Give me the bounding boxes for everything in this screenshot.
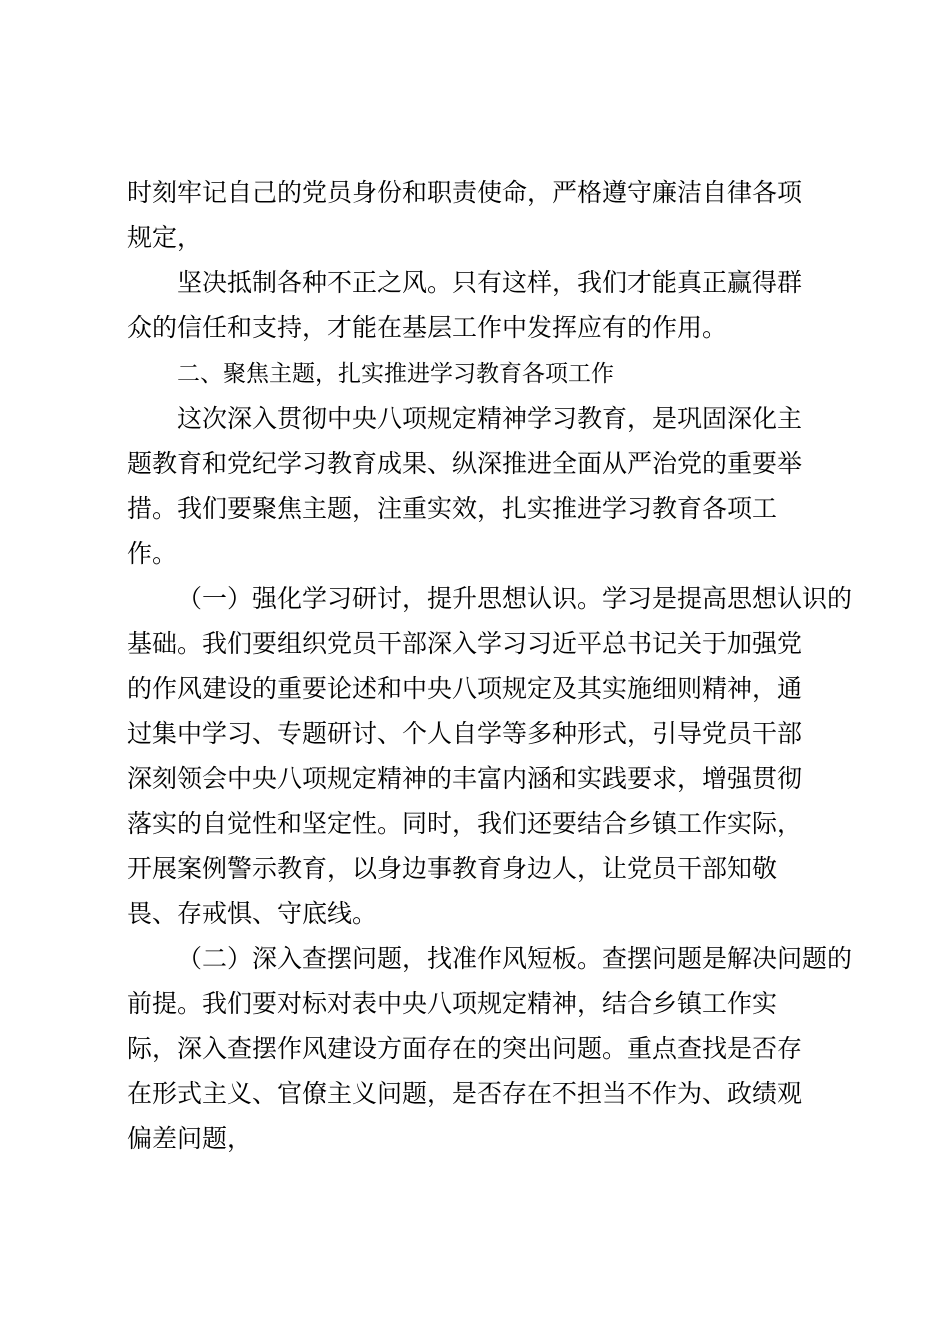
paragraph-text: 学习是提高思想认识的 (602, 584, 853, 613)
body-text-line: 坚决抵制各种不正之风。只有这样，我们才能真正赢得群 (177, 268, 803, 297)
body-text-line: 畏、存戒惧、守底线。 (127, 899, 378, 928)
body-text-line: 际，深入查摆作风建设方面存在的突出问题。重点查找是否存 (127, 1034, 803, 1063)
paragraph-text: 查摆问题是解决问题的 (602, 944, 853, 973)
body-text-line: 基础。我们要组织党员干部深入学习习近平总书记关于加强党 (127, 629, 803, 658)
body-text-line: 过集中学习、专题研讨、个人自学等多种形式，引导党员干部 (127, 719, 803, 748)
body-text-line: 规定， (127, 223, 203, 252)
body-text-line: 措。我们要聚焦主题，注重实效，扎实推进学习教育各项工 (127, 494, 778, 523)
body-text-line: 深刻领会中央八项规定精神的丰富内涵和实践要求，增强贯彻 (127, 764, 803, 793)
subsection-heading: （一）强化学习研讨，提升思想认识。 (177, 584, 603, 613)
section-heading: 二、聚焦主题，扎实推进学习教育各项工作 (177, 361, 614, 387)
body-text-line: 偏差问题， (127, 1124, 253, 1153)
body-text-line: 的作风建设的重要论述和中央八项规定及其实施细则精神，通 (127, 674, 803, 703)
body-text-line: 作。 (127, 539, 178, 568)
subsection-heading: （二）深入查摆问题，找准作风短板。 (177, 944, 603, 973)
body-text-line: 在形式主义、官僚主义问题，是否存在不担当不作为、政绩观 (127, 1079, 803, 1108)
body-text-line: 时刻牢记自己的党员身份和职责使命，严格遵守廉洁自律各项 (127, 178, 803, 207)
paragraph-line (177, 944, 877, 974)
body-text-line: 题教育和党纪学习教育成果、纵深推进全面从严治党的重要举 (127, 449, 803, 478)
body-text-line: 众的信任和支持，才能在基层工作中发挥应有的作用。 (127, 313, 728, 342)
body-text-line: 落实的自觉性和坚定性。同时，我们还要结合乡镇工作实际， (127, 809, 803, 838)
body-text-line: 这次深入贯彻中央八项规定精神学习教育，是巩固深化主 (177, 404, 803, 433)
body-text-line: 前提。我们要对标对表中央八项规定精神，结合乡镇工作实 (127, 989, 778, 1018)
body-text-line: 开展案例警示教育，以身边事教育身边人，让党员干部知敬 (127, 854, 778, 883)
paragraph-line (177, 584, 877, 614)
